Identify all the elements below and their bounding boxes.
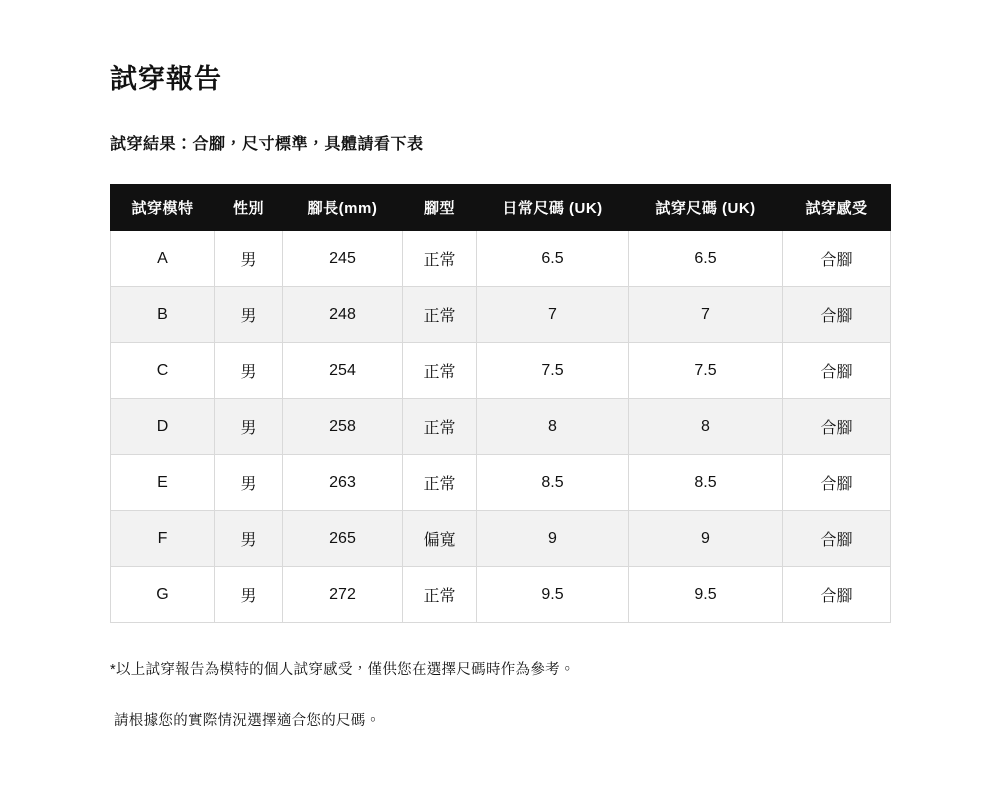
cell-foot-type: 正常: [403, 399, 477, 455]
try-on-report-table: [110, 184, 891, 623]
cell-foot-type: 正常: [403, 343, 477, 399]
table-row: [111, 511, 891, 567]
table-header-row: [111, 185, 891, 231]
cell-try-size: 8: [629, 399, 783, 455]
cell-foot-length: 263: [283, 455, 403, 511]
table-row: [111, 399, 891, 455]
cell-model: A: [111, 231, 215, 287]
cell-feeling: 合腳: [783, 231, 891, 287]
cell-model: D: [111, 399, 215, 455]
cell-foot-type: 正常: [403, 231, 477, 287]
cell-try-size: 7: [629, 287, 783, 343]
table-row: [111, 455, 891, 511]
result-summary: 試穿結果：合腳，尺寸標準，具體請看下表: [110, 136, 424, 154]
cell-model: F: [111, 511, 215, 567]
cell-gender: 男: [215, 511, 283, 567]
cell-try-size: 8.5: [629, 455, 783, 511]
cell-foot-length: 254: [283, 343, 403, 399]
cell-gender: 男: [215, 343, 283, 399]
cell-foot-length: 248: [283, 287, 403, 343]
cell-gender: 男: [215, 455, 283, 511]
disclaimer-note: *以上試穿報告為模特的個人試穿感受，僅供您在選擇尺碼時作為參考。: [110, 662, 575, 679]
table-row: [111, 231, 891, 287]
column-header-gender: 性別: [215, 185, 283, 231]
column-header-daily-size: 日常尺碼 (UK): [477, 185, 629, 231]
column-header-model: 試穿模特: [111, 185, 215, 231]
cell-feeling: 合腳: [783, 567, 891, 623]
column-header-feeling: 試穿感受: [783, 185, 891, 231]
cell-try-size: 9: [629, 511, 783, 567]
cell-foot-type: 正常: [403, 567, 477, 623]
page-title: 試穿報告: [110, 64, 222, 94]
table-row: [111, 567, 891, 623]
cell-foot-type: 正常: [403, 287, 477, 343]
cell-model: C: [111, 343, 215, 399]
cell-daily-size: 8: [477, 399, 629, 455]
cell-gender: 男: [215, 287, 283, 343]
table-row: [111, 287, 891, 343]
cell-daily-size: 6.5: [477, 231, 629, 287]
column-header-try-size: 試穿尺碼 (UK): [629, 185, 783, 231]
cell-gender: 男: [215, 399, 283, 455]
column-header-foot-type: 腳型: [403, 185, 477, 231]
cell-feeling: 合腳: [783, 455, 891, 511]
document-body: [110, 0, 890, 748]
cell-daily-size: 9: [477, 511, 629, 567]
column-header-foot-length: 腳長(mm): [283, 185, 403, 231]
cell-model: E: [111, 455, 215, 511]
cell-try-size: 6.5: [629, 231, 783, 287]
cell-foot-type: 正常: [403, 455, 477, 511]
cell-feeling: 合腳: [783, 511, 891, 567]
cell-foot-length: 258: [283, 399, 403, 455]
cell-daily-size: 9.5: [477, 567, 629, 623]
cell-try-size: 9.5: [629, 567, 783, 623]
cell-gender: 男: [215, 567, 283, 623]
cell-daily-size: 7: [477, 287, 629, 343]
cell-foot-type: 偏寬: [403, 511, 477, 567]
cell-foot-length: 265: [283, 511, 403, 567]
cell-feeling: 合腳: [783, 399, 891, 455]
cell-daily-size: 8.5: [477, 455, 629, 511]
cell-model: B: [111, 287, 215, 343]
cell-feeling: 合腳: [783, 287, 891, 343]
cell-try-size: 7.5: [629, 343, 783, 399]
cell-feeling: 合腳: [783, 343, 891, 399]
cell-model: G: [111, 567, 215, 623]
cell-daily-size: 7.5: [477, 343, 629, 399]
table-row: [111, 343, 891, 399]
cell-gender: 男: [215, 231, 283, 287]
cell-foot-length: 272: [283, 567, 403, 623]
cell-foot-length: 245: [283, 231, 403, 287]
recommendation-note: 請根據您的實際情況選擇適合您的尺碼。: [114, 713, 381, 730]
